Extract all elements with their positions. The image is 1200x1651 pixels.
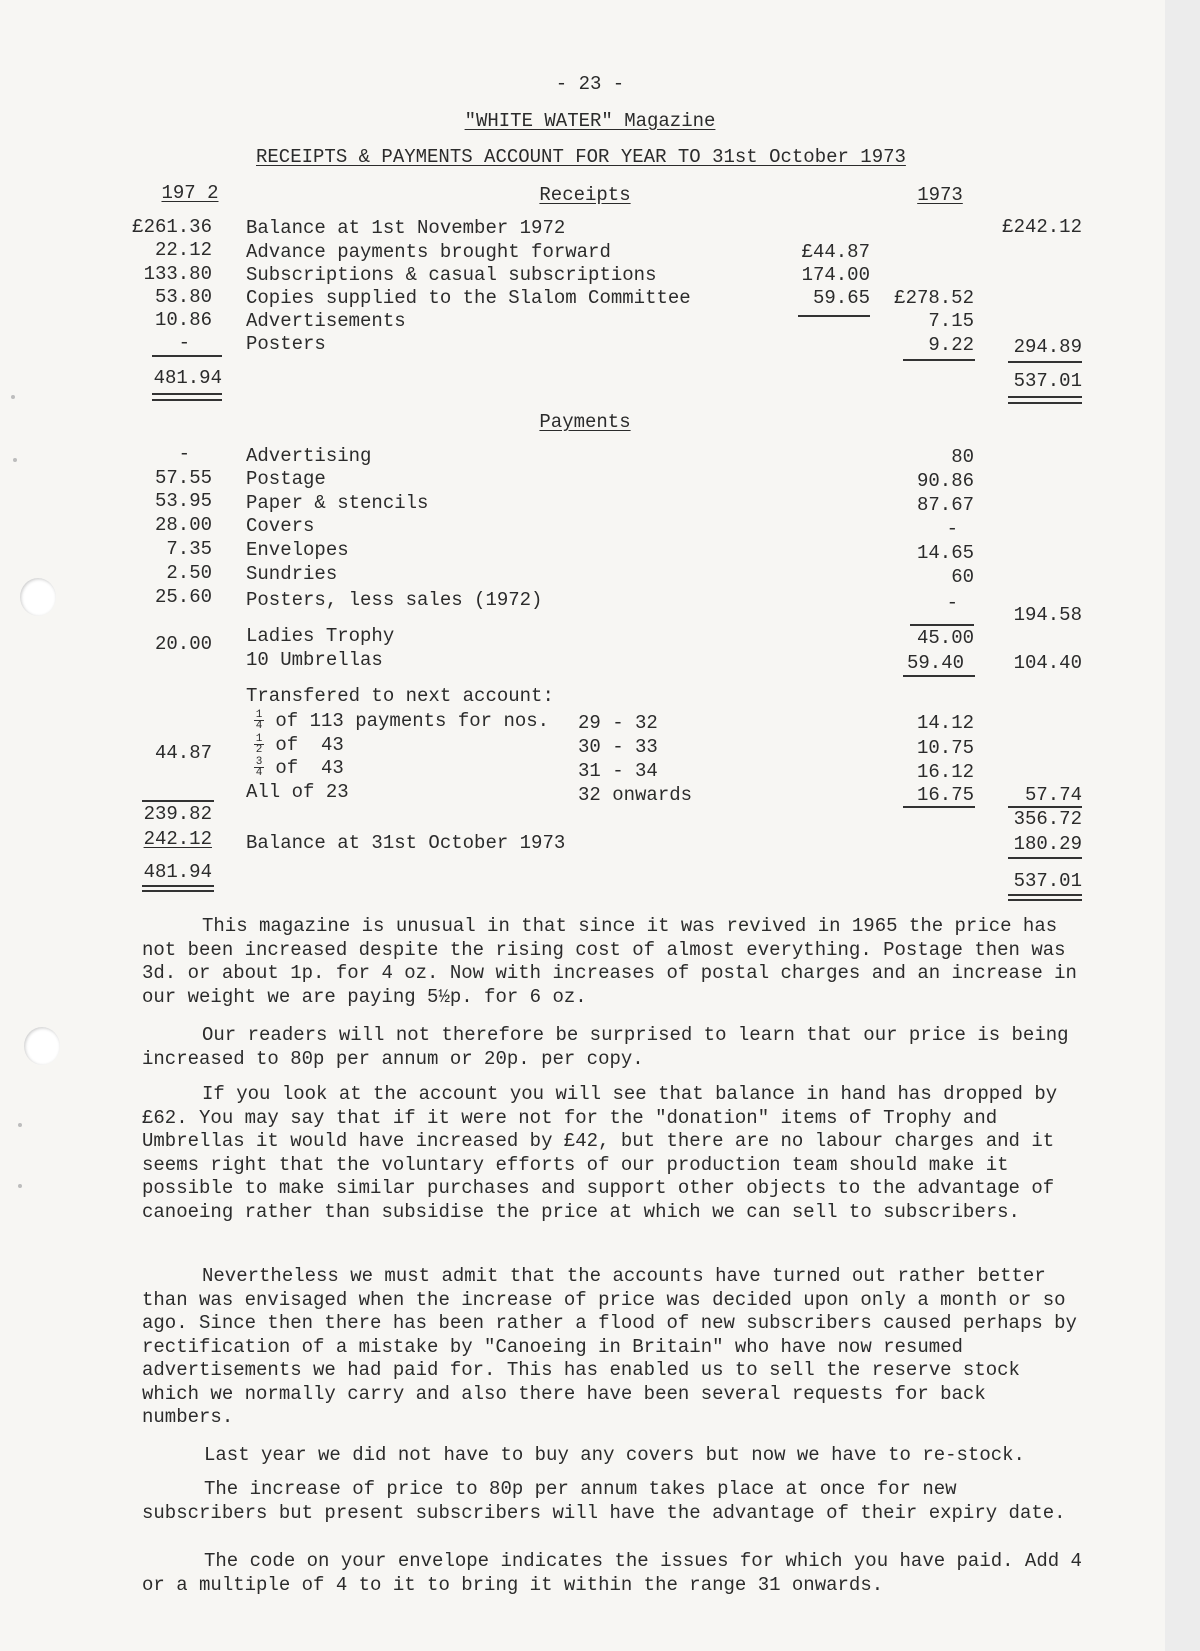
payment-prior: 7.35 — [166, 538, 212, 560]
payments-subtotal: 194.58 — [1013, 604, 1082, 626]
receipt-label: Copies supplied to the Slalom Committee — [246, 287, 691, 309]
double-rule — [1008, 396, 1082, 398]
payment-label: Envelopes — [246, 539, 349, 561]
transfer-value: 16.75 — [916, 784, 974, 806]
receipt-prior: 133.80 — [143, 263, 212, 285]
transfer-value: 16.12 — [916, 761, 974, 783]
payment-label: Posters, less sales (1972) — [246, 589, 543, 611]
transfer-range: 32 onwards — [578, 784, 693, 806]
transfer-row — [254, 734, 344, 756]
ladies-trophy-value: 45.00 — [916, 627, 974, 649]
page-number: - 23 - — [555, 73, 625, 95]
receipt-total: £242.12 — [1002, 216, 1082, 238]
double-rule — [1008, 899, 1082, 901]
transfer-range: 31 - 34 — [578, 760, 658, 782]
rule — [910, 624, 974, 626]
margin-speck — [18, 1123, 22, 1127]
rule — [1008, 361, 1082, 363]
fraction: $\frac{1}{4}$ — [255, 709, 263, 733]
payments-total: 537.01 — [1013, 870, 1082, 892]
umbrellas-label: 10 Umbrellas — [246, 649, 383, 671]
margin-speck — [13, 458, 17, 462]
payment-prior: 28.00 — [154, 514, 212, 536]
receipt-subtotal: 7.15 — [928, 310, 974, 332]
payment-prior: - — [178, 443, 190, 465]
payment-prior: 25.60 — [154, 586, 212, 608]
rule — [798, 315, 870, 317]
margin-speck — [11, 395, 15, 399]
transfer-label: of 43 — [264, 757, 344, 779]
punch-hole-bottom — [24, 1027, 60, 1065]
payment-value: - — [946, 592, 958, 614]
payment-value: 14.65 — [916, 542, 974, 564]
double-rule — [142, 890, 214, 892]
receipt-subtotal: £278.52 — [894, 287, 974, 309]
payment-label: Paper & stencils — [246, 492, 429, 514]
account-title: RECEIPTS & PAYMENTS ACCOUNT FOR YEAR TO 31st October 1973 — [256, 146, 906, 168]
receipt-total: 294.89 — [1013, 336, 1082, 358]
double-rule — [152, 399, 222, 401]
ladies-trophy-label: Ladies Trophy — [246, 625, 395, 647]
magazine-title: "WHITE WATER" Magazine — [464, 110, 716, 132]
ladies-trophy-prior: 20.00 — [154, 633, 212, 655]
payment-prior: 53.95 — [154, 490, 212, 512]
closing-balance-prior: 242.12 — [143, 828, 212, 850]
payment-value: - — [946, 518, 958, 540]
payments-prior-subtotal: 239.82 — [143, 803, 212, 825]
transfer-value: 14.12 — [916, 712, 974, 734]
margin-speck — [18, 1184, 22, 1188]
transfer-heading: Transfered to next account: — [246, 685, 554, 707]
receipt-prior: - — [178, 332, 190, 354]
payment-label: Postage — [246, 468, 326, 490]
paragraph: This magazine is unusual in that since it was revived in 1965 the price has not been increased despite the rising cost of almost everything. Postage then was 3d. or about 1p. for 4 oz. Now with increases of postal charges and an increase in our weight we are paying 5½p. for 6 oz. — [142, 915, 1077, 1008]
punch-hole-top — [20, 578, 56, 616]
paragraph: The code on your envelope indicates the issues for which you have paid. Add 4 or a multiple of 4 to it to bring it within the range 31 onwards. — [142, 1550, 1082, 1596]
payments-heading: Payments — [539, 411, 631, 433]
rule — [903, 359, 975, 361]
column-heading-1973: 1973 — [917, 184, 963, 206]
payment-prior: 2.50 — [166, 562, 212, 584]
closing-balance-value: 180.29 — [1013, 833, 1082, 855]
receipt-prior: 22.12 — [154, 239, 212, 261]
transfer-value: 10.75 — [916, 737, 974, 759]
receipt-label: Subscriptions & casual subscriptions — [246, 264, 657, 286]
umbrellas-value: 59.40 — [906, 652, 964, 674]
receipt-prior: 53.80 — [154, 286, 212, 308]
receipt-subtotal: 9.22 — [928, 334, 974, 356]
payments-subtotal-3: 356.72 — [1013, 808, 1082, 830]
payment-label: Sundries — [246, 563, 338, 585]
receipts-heading: Receipts — [539, 184, 631, 206]
receipt-label: Advance payments brought forward — [246, 241, 611, 263]
transfer-row — [254, 757, 344, 779]
receipt-prior: £261.36 — [132, 216, 212, 238]
double-rule — [142, 885, 214, 887]
fraction: $\frac{3}{4}$ — [255, 756, 263, 780]
page-edge — [1165, 0, 1200, 1651]
rule — [142, 800, 214, 802]
transfer-row — [254, 710, 549, 732]
payment-prior: 57.55 — [154, 467, 212, 489]
receipt-amount: 174.00 — [801, 264, 870, 286]
receipt-amount: £44.87 — [801, 241, 870, 263]
payment-label: Advertising — [246, 445, 372, 467]
rule — [1008, 857, 1082, 859]
transfer-range: 29 - 32 — [578, 712, 658, 734]
paragraph: The increase of price to 80p per annum takes place at once for new subscribers but present subscribers will have the advantage of their expiry date. — [142, 1478, 1066, 1524]
receipt-amount: 59.65 — [812, 287, 870, 309]
transfer-label: of 113 payments for nos. — [264, 710, 550, 732]
transfer-label: All of 23 — [246, 781, 349, 803]
payment-value: 80 — [951, 446, 974, 468]
paragraph: If you look at the account you will see that balance in hand has dropped by £62. You may say that if it were not for the "donation" items of Trophy and Umbrellas it would have increased by £42, but there are no labour charges and it seems right that the voluntary efforts of our production team should make it possible to make similar purchases and support other objects to the advantage of canoeing rather than subsidise the price at which we can sell to subscribers. — [142, 1083, 1058, 1223]
receipts-total: 537.01 — [1013, 370, 1082, 392]
transfer-label: of 43 — [264, 734, 344, 756]
paragraph: Last year we did not have to buy any covers but now we have to re-stock. — [204, 1444, 1025, 1466]
payment-value: 87.67 — [916, 494, 974, 516]
column-heading-1972: 197 2 — [161, 182, 219, 204]
receipt-label: Posters — [246, 333, 326, 355]
payments-prior-total: 481.94 — [143, 861, 212, 883]
rule — [903, 806, 975, 808]
receipts-prior-total: 481.94 — [153, 367, 222, 389]
payment-value: 60 — [951, 566, 974, 588]
paragraph: Nevertheless we must admit that the accounts have turned out rather better than was envisaged when the increase of price was decided upon only a month or so ago. Since then there has been rather a flood of new subscribers caused perhaps by rectification of a mistake by "Canoeing in Britain" who have now resumed advertisements we had paid for. This has enabled us to sell the reserve stock which we normally carry and also there have been several requests for back numbers. — [142, 1265, 1077, 1428]
payment-label: Covers — [246, 515, 315, 537]
rule — [152, 355, 222, 357]
transfer-total: 57.74 — [1024, 784, 1082, 806]
receipt-prior: 10.86 — [154, 309, 212, 331]
double-rule — [1008, 894, 1082, 896]
fraction: $\frac{1}{2}$ — [255, 733, 263, 757]
payment-value: 90.86 — [916, 470, 974, 492]
paragraph: Our readers will not therefore be surprised to learn that our price is being increased to 80p per annum or 20p. per copy. — [142, 1024, 1069, 1070]
payments-subtotal-2: 104.40 — [1013, 652, 1082, 674]
double-rule — [152, 393, 222, 395]
closing-balance-label: Balance at 31st October 1973 — [246, 832, 566, 854]
receipt-label: Balance at 1st November 1972 — [246, 217, 566, 239]
transfer-prior: 44.87 — [154, 742, 212, 764]
double-rule — [1008, 402, 1082, 404]
transfer-range: 30 - 33 — [578, 736, 658, 758]
rule — [903, 675, 975, 677]
receipt-label: Advertisements — [246, 310, 406, 332]
